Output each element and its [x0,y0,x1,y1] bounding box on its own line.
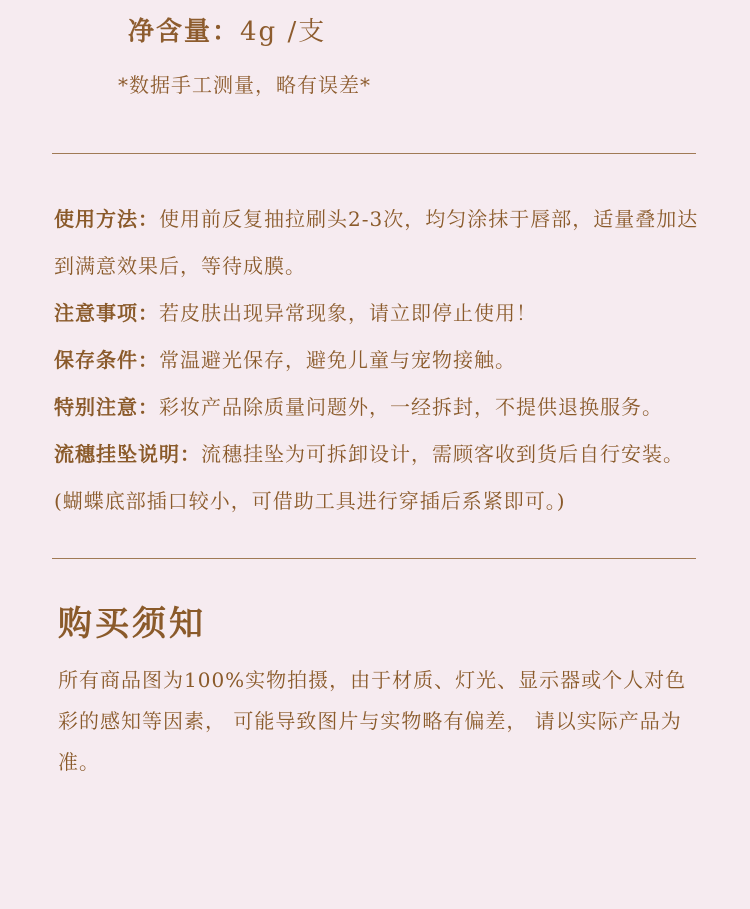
usage-method [54,196,700,290]
special-note-label: 特别注意： [54,395,159,419]
net-content [128,12,326,52]
net-content-value: 4g /支 [240,17,327,47]
net-content-label: 净含量： [128,17,241,47]
purchase-notice-title: 购买须知 [58,604,206,644]
precautions [54,290,700,337]
special-note-text: 彩妆产品除质量问题外，一经拆封，不提供退换服务。 [159,395,663,419]
purchase-notice-body: 所有商品图为100%实物拍摄，由于材质、灯光、显示器或个人对色彩的感知等因素， 可能导致图片与实物略有偏差， 请以实际产品为准。 [58,668,687,774]
usage-instructions [54,196,700,525]
precautions-text: 若皮肤出现异常现象，请立即停止使用！ [159,301,537,325]
measurement-disclaimer: *数据手工测量，略有误差* [118,73,371,97]
storage-conditions-label: 保存条件： [54,348,159,372]
usage-method-text: 使用前反复抽拉刷头2-3次，均匀涂抹于唇部，适量叠加达到满意效果后，等待成膜。 [54,207,699,278]
bottom-divider [52,558,696,559]
tassel-pendant-note [54,431,700,525]
special-note [54,384,700,431]
precautions-label: 注意事项： [54,301,159,325]
tassel-pendant-label: 流穗挂坠说明： [54,442,201,466]
storage-conditions-text: 常温避光保存，避免儿童与宠物接触。 [159,348,516,372]
usage-method-label: 使用方法： [54,207,159,231]
tassel-pendant-text: 流穗挂坠为可拆卸设计，需顾客收到货后自行安装。(蝴蝶底部插口较小，可借助工具进行穿插后系紧即可。) [54,442,684,513]
top-divider [52,153,696,154]
storage-conditions [54,337,700,384]
